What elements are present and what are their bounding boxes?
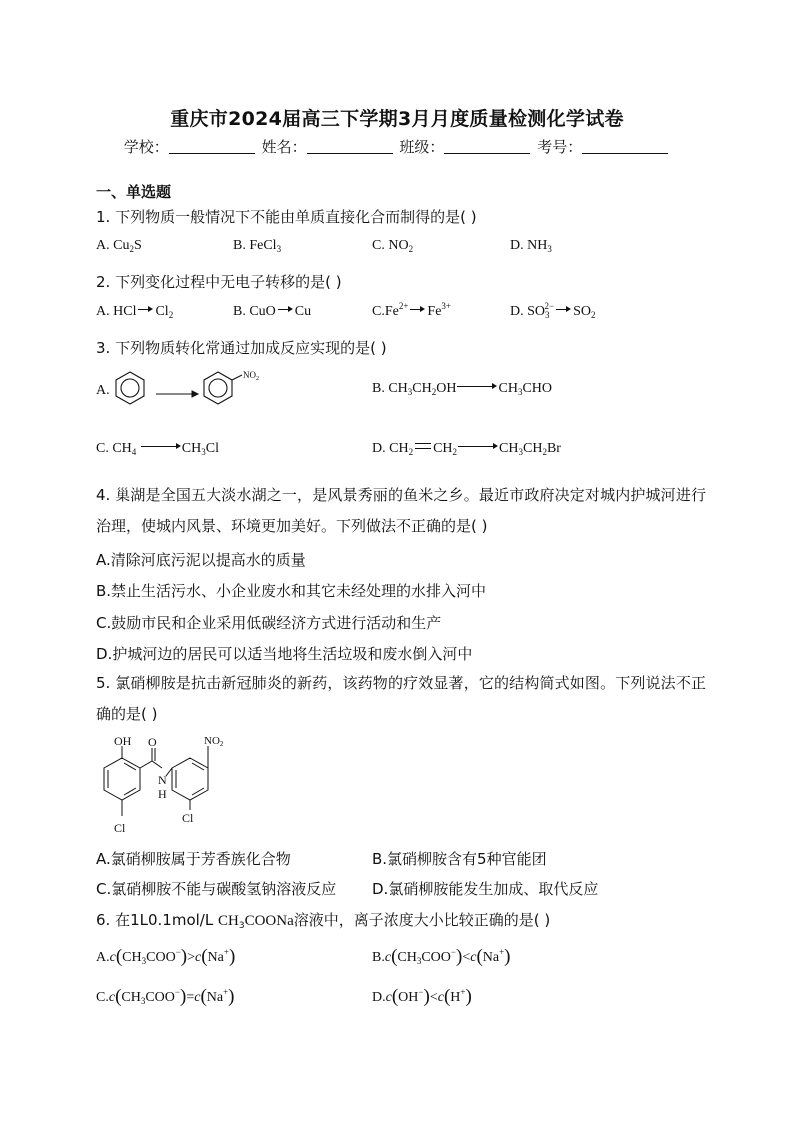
q4-option-a: A.清除河底污泥以提高水的质量 (96, 551, 306, 569)
q3-option-b: B. $CH_3CH_2OH$ $CH_3CHO$ (372, 381, 552, 397)
q3-option-c: C. $CH_4$ $CH_3Cl$ (96, 441, 219, 457)
q1-option-b: B. FeCl$_3$ (233, 238, 282, 254)
svg-text:O: O (148, 735, 157, 749)
school-blank (169, 139, 255, 154)
arrow-icon (458, 441, 498, 451)
school-label: 学校： (123, 138, 169, 156)
svg-text:N: N (158, 773, 167, 787)
benzene-ring-icon (116, 372, 144, 404)
q1-option-d: D. $NH_3$ (510, 238, 552, 254)
nitro-label: $NO_2$ (243, 370, 259, 382)
right-ring-icon (172, 758, 208, 800)
nitrobenzene-ring-icon (204, 372, 242, 404)
name-label: 姓名： (261, 138, 307, 156)
q1-option-a: A. $Cu_2S$ (96, 238, 142, 254)
svg-text:OH: OH (114, 734, 132, 748)
left-ring-icon (104, 758, 140, 800)
q5-option-a: A.氯硝柳胺属于芳香族化合物 (96, 850, 291, 868)
q3-option-a-label: A. (96, 383, 110, 398)
q5-option-d: D.氯硝柳胺能发生加成、取代反应 (372, 880, 599, 898)
section-heading: 一、单选题 (96, 183, 172, 201)
arrow-icon (556, 304, 571, 314)
arrow-icon (138, 304, 153, 314)
question-1-stem: 1. 下列物质一般情况下不能由单质直接化合而制得的是( ) (96, 208, 477, 226)
q6-option-c: $C.c(CH_3COO^-)=c(Na^+)$ (96, 986, 235, 1007)
q6-option-a: $A.c(CH_3COO^-)>c(Na^+)$ (96, 946, 236, 967)
question-4-stem: 4. 巢湖是全国五大淡水湖之一，是风景秀丽的鱼米之乡。最近市政府决定对城内护城河进行治理，使城内风景、环境更加美好。下列做法不正确的是( ) (96, 486, 706, 535)
exam-number-blank (582, 139, 668, 154)
q2-option-a: A. HCl $Cl_2$ (96, 304, 174, 320)
class-label: 班级： (399, 138, 445, 156)
svg-text:Cl: Cl (114, 821, 126, 835)
q1-option-c: C. $NO_2$ (372, 238, 414, 254)
niclosamide-structure (100, 732, 250, 840)
q4-option-b: B.禁止生活污水、小企业废水和其它未经处理的水排入河中 (96, 582, 487, 600)
question-3-stem: 3. 下列物质转化常通过加成反应实现的是( ) (96, 339, 387, 357)
q6-option-d: D.c(OH−)<c(H+) (372, 986, 472, 1007)
q2-option-d: D. $SO_3^{2-}$ $SO_2$ (510, 301, 596, 320)
question-2-stem: 2. 下列变化过程中无电子转移的是( ) (96, 273, 342, 291)
q5-option-c: C.氯硝柳胺不能与碳酸氢钠溶液反应 (96, 880, 337, 898)
q2-option-b: B. CuO Cu (233, 304, 312, 319)
question-6-stem: 6. 在1L0.1mol/L $CH_3COONa$溶液中，离子浓度大小比较正确的是( ) (96, 911, 551, 931)
q3-option-a-reaction (108, 366, 278, 414)
q4-option-d: D.护城河边的居民可以适当地将生活垃圾和废水倒入河中 (96, 645, 473, 663)
exam-number-label: 考号： (537, 138, 583, 156)
name-blank (307, 139, 393, 154)
arrow-icon (457, 381, 497, 391)
class-blank (444, 139, 530, 154)
question-5-stem: 5. 氯硝柳胺是抗击新冠肺炎的新药，该药物的疗效显著，它的结构简式如图。下列说法不正确的是( ) (96, 674, 706, 723)
arrow-icon (410, 304, 425, 314)
svg-text:NO2: NO2 (204, 735, 224, 748)
svg-text:H: H (158, 787, 167, 801)
page-title: 重庆市2024届高三下学期3月月度质量检测化学试卷 (170, 108, 624, 130)
q4-option-c: C.鼓励市民和企业采用低碳经济方式进行活动和生产 (96, 614, 442, 632)
student-info-line (0, 136, 794, 157)
svg-text:Cl: Cl (182, 811, 194, 825)
reaction-arrow-icon (156, 391, 198, 397)
arrow-icon (141, 441, 181, 451)
q5-option-b: B.氯硝柳胺含有5种官能团 (372, 850, 547, 868)
q6-option-b: $B.c(CH_3COO^-)<c(Na^+)$ (372, 946, 511, 967)
arrow-icon (278, 304, 293, 314)
q2-option-c: $C.Fe^{2+}$ $Fe^{3+}$ (372, 301, 451, 319)
q3-option-d: D. $CH_2$ $CH_2$ $CH_3CH_2Br$ (372, 441, 561, 457)
double-bond-icon (415, 443, 431, 449)
